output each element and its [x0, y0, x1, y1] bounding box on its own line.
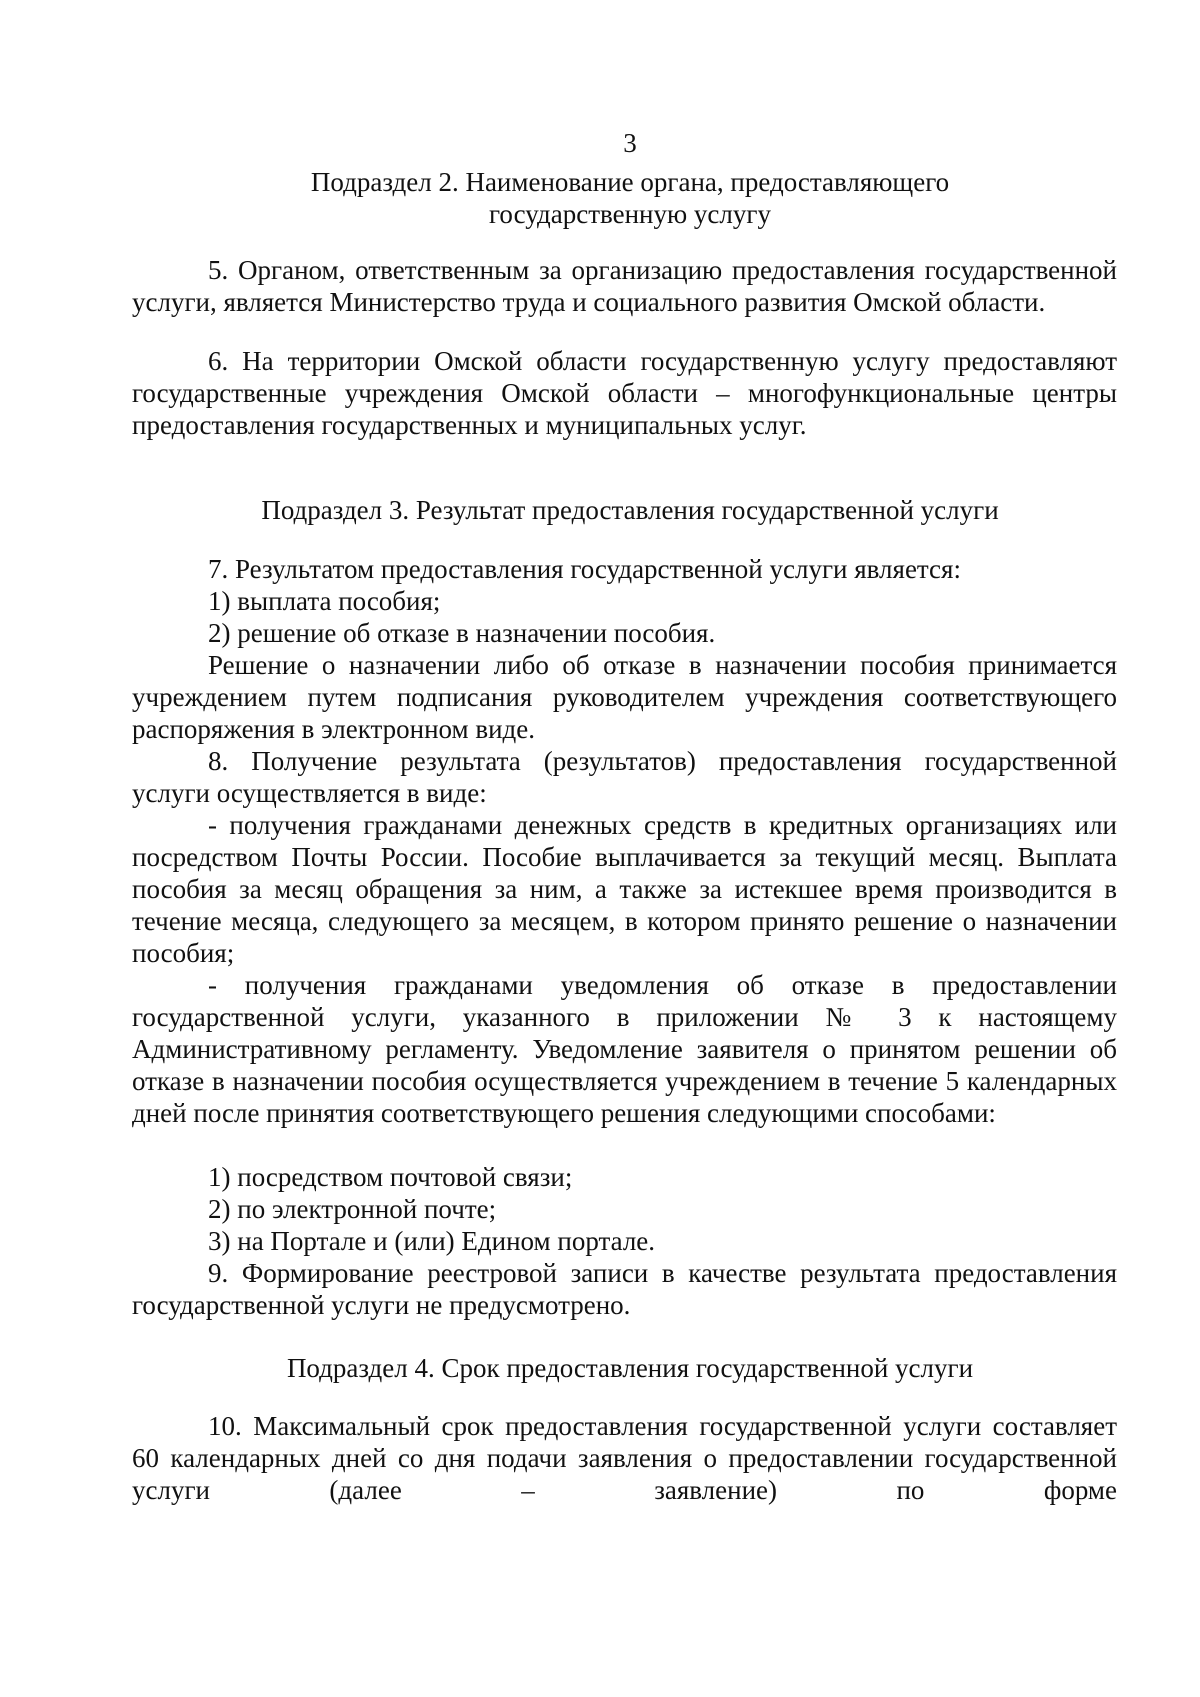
paragraph-7-decision: Решение о назначении либо об отказе в назначении пособия принимается учреждением путем подписания руководителем учреждения соответствующего распоряжения в электронном виде.	[132, 650, 1117, 744]
page-number: 3	[623, 128, 637, 158]
subsection-3-heading: Подраздел 3. Результат предоставления государственной услуги	[261, 495, 999, 525]
paragraph-9: 9. Формирование реестровой записи в качестве результата предоставления государственной услуги не предусмотрено.	[132, 1258, 1117, 1320]
subsection-2-heading-line-2: государственную услугу	[489, 199, 771, 229]
paragraph-8: 8. Получение результата (результатов) предоставления государственной услуги осуществляется в виде:	[132, 746, 1117, 808]
paragraph-7-item-1: 1) выплата пособия;	[208, 586, 441, 616]
paragraph-7-item-2: 2) решение об отказе в назначении пособия.	[208, 618, 716, 648]
paragraph-8-method-2: 2) по электронной почте;	[208, 1194, 497, 1224]
paragraph-8-method-1: 1) посредством почтовой связи;	[208, 1162, 573, 1192]
paragraph-8-method-3: 3) на Портале и (или) Едином портале.	[208, 1226, 656, 1256]
subsection-2-heading-line-1: Подраздел 2. Наименование органа, предоставляющего	[310, 167, 950, 197]
paragraph-8-point-b: - получения гражданами уведомления об отказе в предоставлении государственной услуги, указанного в приложении № 3 к настоящему Административному регламенту. Уведомление заявителя о принятом решении об отказе в назначении пособия осуществляется учреждением в течение 5 календарных дней после принятия соответствующего решения следующими способами:	[132, 970, 1117, 1128]
paragraph-5: 5. Органом, ответственным за организацию предоставления государственной услуги, является Министерство труда и социального развития Омской области.	[132, 255, 1117, 317]
paragraph-6: 6. На территории Омской области государственную услугу предоставляют государственные учреждения Омской области – многофункциональные центры предоставления государственных и муниципальных услуг.	[132, 346, 1117, 440]
subsection-4-heading: Подраздел 4. Срок предоставления государственной услуги	[286, 1353, 974, 1383]
paragraph-7: 7. Результатом предоставления государственной услуги является:	[208, 554, 961, 584]
paragraph-8-point-a: - получения гражданами денежных средств в кредитных организациях или посредством Почты России. Пособие выплачивается за текущий месяц. Выплата пособия за месяц обращения за ним, а также за истекшее время производится в течение месяца, следующего за месяцем, в котором принято решение о назначении пособия;	[132, 810, 1117, 968]
paragraph-10: 10. Максимальный срок предоставления государственной услуги составляет 60 календарных дней со дня подачи заявления о предоставлении государственной услуги (далее – заявление) по форме	[132, 1411, 1117, 1505]
